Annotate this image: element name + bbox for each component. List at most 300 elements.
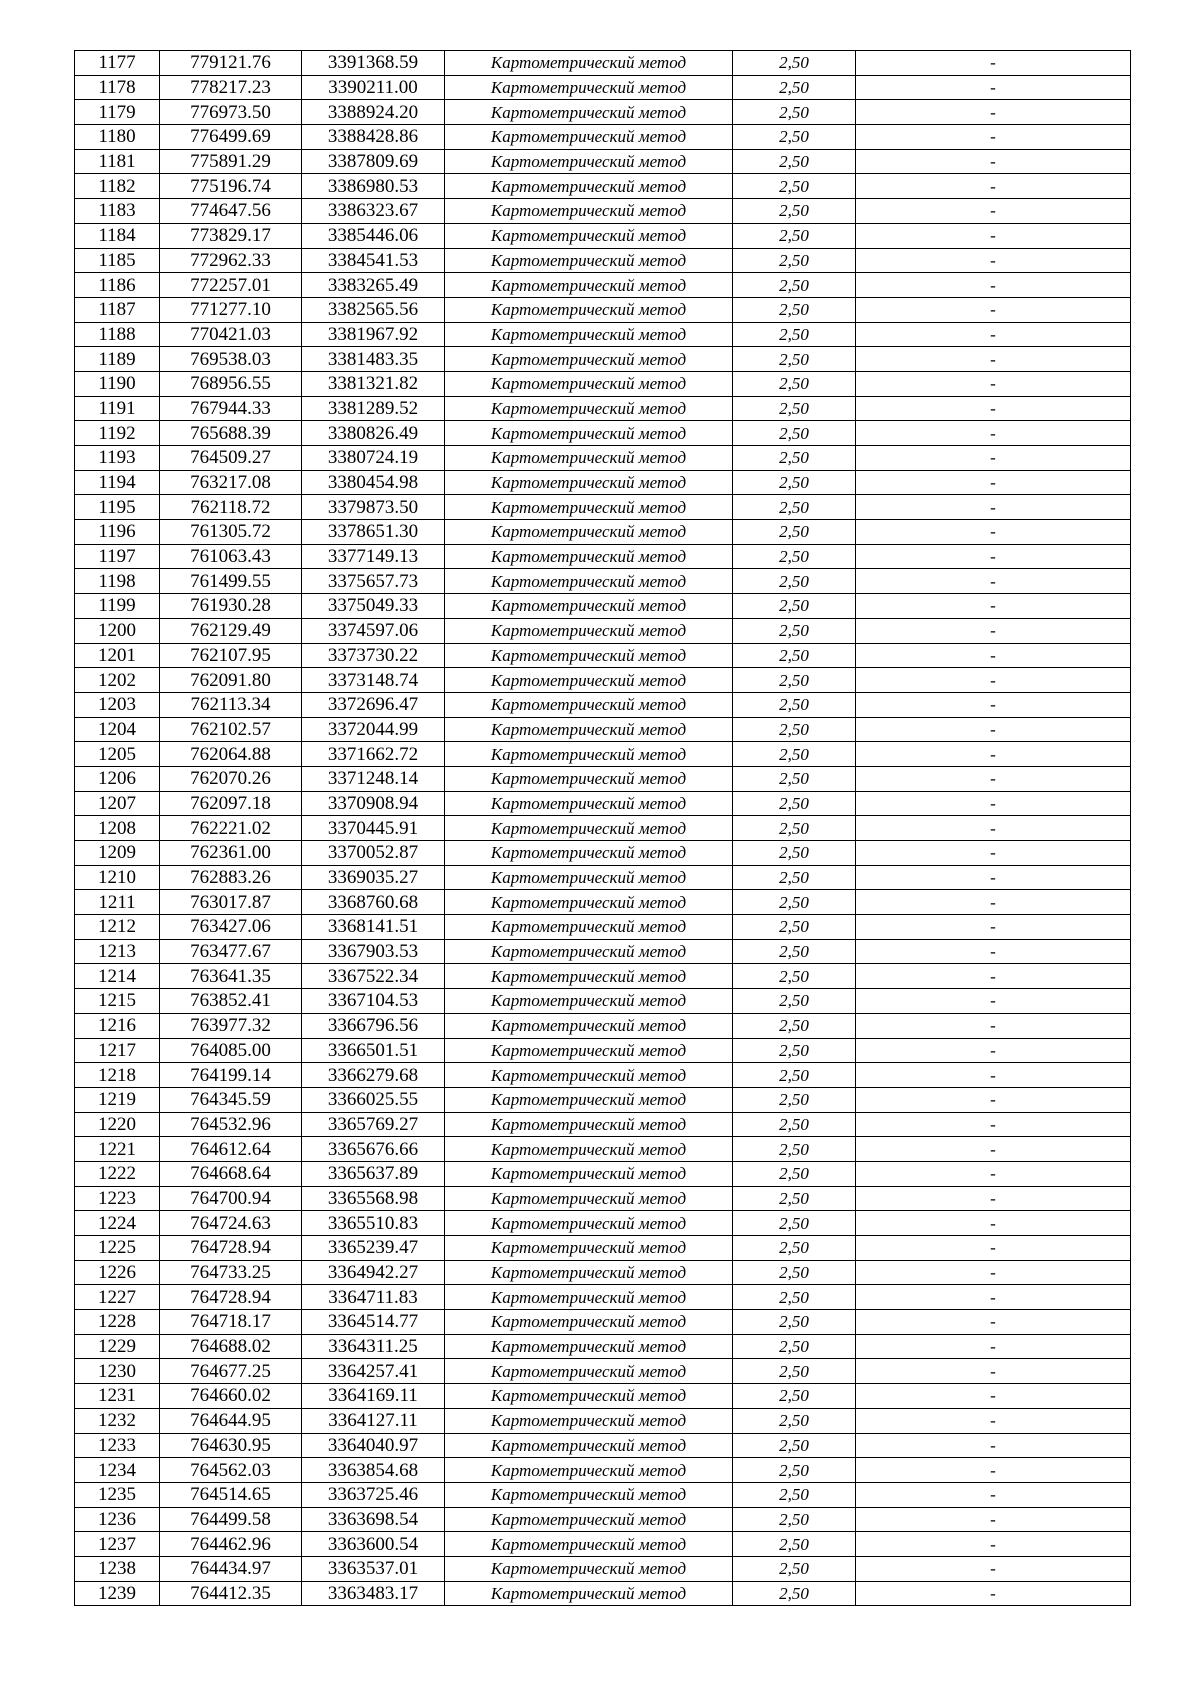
accuracy-cell: 2,50	[733, 347, 856, 372]
note-cell: -	[856, 421, 1131, 446]
point-number-cell: 1206	[75, 766, 160, 791]
accuracy-cell: 2,50	[733, 692, 856, 717]
y-coordinate-cell: 3388924.20	[302, 100, 445, 125]
table-row	[75, 594, 1131, 619]
x-coordinate-cell: 763017.87	[160, 890, 302, 915]
accuracy-cell: 2,50	[733, 766, 856, 791]
method-cell: Картометрический метод	[445, 989, 733, 1014]
table-body	[75, 51, 1131, 1606]
x-coordinate-cell: 776973.50	[160, 100, 302, 125]
point-number-cell: 1194	[75, 470, 160, 495]
point-number-cell: 1193	[75, 446, 160, 471]
point-number-cell: 1205	[75, 742, 160, 767]
method-cell: Картометрический метод	[445, 766, 733, 791]
method-cell: Картометрический метод	[445, 297, 733, 322]
point-number-cell: 1197	[75, 544, 160, 569]
point-number-cell: 1224	[75, 1211, 160, 1236]
note-cell: -	[856, 717, 1131, 742]
note-cell: -	[856, 1482, 1131, 1507]
y-coordinate-cell: 3370908.94	[302, 791, 445, 816]
point-number-cell: 1236	[75, 1507, 160, 1532]
x-coordinate-cell: 764562.03	[160, 1458, 302, 1483]
table-row	[75, 1236, 1131, 1261]
note-cell: -	[856, 1581, 1131, 1606]
x-coordinate-cell: 762102.57	[160, 717, 302, 742]
y-coordinate-cell: 3363600.54	[302, 1532, 445, 1557]
note-cell: -	[856, 692, 1131, 717]
x-coordinate-cell: 763977.32	[160, 1013, 302, 1038]
method-cell: Картометрический метод	[445, 51, 733, 76]
accuracy-cell: 2,50	[733, 396, 856, 421]
x-coordinate-cell: 764718.17	[160, 1310, 302, 1335]
x-coordinate-cell: 772257.01	[160, 273, 302, 298]
y-coordinate-cell: 3374597.06	[302, 618, 445, 643]
table-row	[75, 223, 1131, 248]
note-cell: -	[856, 273, 1131, 298]
y-coordinate-cell: 3373730.22	[302, 643, 445, 668]
y-coordinate-cell: 3363854.68	[302, 1458, 445, 1483]
note-cell: -	[856, 816, 1131, 841]
table-row	[75, 347, 1131, 372]
accuracy-cell: 2,50	[733, 520, 856, 545]
x-coordinate-cell: 768956.55	[160, 371, 302, 396]
point-number-cell: 1212	[75, 915, 160, 940]
point-number-cell: 1192	[75, 421, 160, 446]
x-coordinate-cell: 767944.33	[160, 396, 302, 421]
method-cell: Картометрический метод	[445, 1038, 733, 1063]
y-coordinate-cell: 3370052.87	[302, 841, 445, 866]
note-cell: -	[856, 297, 1131, 322]
y-coordinate-cell: 3379873.50	[302, 495, 445, 520]
table-row	[75, 742, 1131, 767]
x-coordinate-cell: 772962.33	[160, 248, 302, 273]
table-row	[75, 717, 1131, 742]
point-number-cell: 1190	[75, 371, 160, 396]
accuracy-cell: 2,50	[733, 125, 856, 150]
method-cell: Картометрический метод	[445, 1433, 733, 1458]
method-cell: Картометрический метод	[445, 223, 733, 248]
table-row	[75, 100, 1131, 125]
note-cell: -	[856, 1211, 1131, 1236]
x-coordinate-cell: 775196.74	[160, 174, 302, 199]
method-cell: Картометрический метод	[445, 1507, 733, 1532]
point-number-cell: 1199	[75, 594, 160, 619]
y-coordinate-cell: 3367104.53	[302, 989, 445, 1014]
point-number-cell: 1223	[75, 1186, 160, 1211]
y-coordinate-cell: 3372044.99	[302, 717, 445, 742]
y-coordinate-cell: 3371662.72	[302, 742, 445, 767]
y-coordinate-cell: 3364127.11	[302, 1408, 445, 1433]
note-cell: -	[856, 915, 1131, 940]
accuracy-cell: 2,50	[733, 1334, 856, 1359]
note-cell: -	[856, 865, 1131, 890]
accuracy-cell: 2,50	[733, 273, 856, 298]
method-cell: Картометрический метод	[445, 248, 733, 273]
y-coordinate-cell: 3378651.30	[302, 520, 445, 545]
x-coordinate-cell: 762129.49	[160, 618, 302, 643]
note-cell: -	[856, 791, 1131, 816]
note-cell: -	[856, 1532, 1131, 1557]
point-number-cell: 1183	[75, 199, 160, 224]
method-cell: Картометрический метод	[445, 890, 733, 915]
point-number-cell: 1231	[75, 1384, 160, 1409]
x-coordinate-cell: 764514.65	[160, 1482, 302, 1507]
y-coordinate-cell: 3365239.47	[302, 1236, 445, 1261]
accuracy-cell: 2,50	[733, 915, 856, 940]
y-coordinate-cell: 3371248.14	[302, 766, 445, 791]
accuracy-cell: 2,50	[733, 1211, 856, 1236]
note-cell: -	[856, 396, 1131, 421]
table-row	[75, 569, 1131, 594]
method-cell: Картометрический метод	[445, 544, 733, 569]
y-coordinate-cell: 3386980.53	[302, 174, 445, 199]
method-cell: Картометрический метод	[445, 964, 733, 989]
point-number-cell: 1235	[75, 1482, 160, 1507]
accuracy-cell: 2,50	[733, 618, 856, 643]
table-row	[75, 618, 1131, 643]
note-cell: -	[856, 1260, 1131, 1285]
accuracy-cell: 2,50	[733, 791, 856, 816]
x-coordinate-cell: 764688.02	[160, 1334, 302, 1359]
method-cell: Картометрический метод	[445, 594, 733, 619]
y-coordinate-cell: 3367522.34	[302, 964, 445, 989]
note-cell: -	[856, 446, 1131, 471]
x-coordinate-cell: 762091.80	[160, 668, 302, 693]
method-cell: Картометрический метод	[445, 199, 733, 224]
table-row	[75, 692, 1131, 717]
table-row	[75, 1359, 1131, 1384]
note-cell: -	[856, 1458, 1131, 1483]
note-cell: -	[856, 964, 1131, 989]
y-coordinate-cell: 3373148.74	[302, 668, 445, 693]
y-coordinate-cell: 3380454.98	[302, 470, 445, 495]
point-number-cell: 1238	[75, 1556, 160, 1581]
point-number-cell: 1201	[75, 643, 160, 668]
accuracy-cell: 2,50	[733, 816, 856, 841]
note-cell: -	[856, 618, 1131, 643]
y-coordinate-cell: 3366025.55	[302, 1087, 445, 1112]
note-cell: -	[856, 1013, 1131, 1038]
table-row	[75, 371, 1131, 396]
method-cell: Картометрический метод	[445, 939, 733, 964]
note-cell: -	[856, 643, 1131, 668]
accuracy-cell: 2,50	[733, 1087, 856, 1112]
table-row	[75, 668, 1131, 693]
note-cell: -	[856, 742, 1131, 767]
table-row	[75, 766, 1131, 791]
method-cell: Картометрический метод	[445, 520, 733, 545]
x-coordinate-cell: 762107.95	[160, 643, 302, 668]
table-row	[75, 248, 1131, 273]
accuracy-cell: 2,50	[733, 174, 856, 199]
coordinates-table	[74, 50, 1131, 1606]
method-cell: Картометрический метод	[445, 125, 733, 150]
method-cell: Картометрический метод	[445, 791, 733, 816]
table-row	[75, 322, 1131, 347]
method-cell: Картометрический метод	[445, 1408, 733, 1433]
x-coordinate-cell: 763641.35	[160, 964, 302, 989]
table-row	[75, 643, 1131, 668]
y-coordinate-cell: 3386323.67	[302, 199, 445, 224]
table-row	[75, 421, 1131, 446]
point-number-cell: 1198	[75, 569, 160, 594]
accuracy-cell: 2,50	[733, 446, 856, 471]
table-row	[75, 1408, 1131, 1433]
table-row	[75, 964, 1131, 989]
table-row	[75, 1112, 1131, 1137]
method-cell: Картометрический метод	[445, 1087, 733, 1112]
accuracy-cell: 2,50	[733, 890, 856, 915]
y-coordinate-cell: 3363725.46	[302, 1482, 445, 1507]
point-number-cell: 1225	[75, 1236, 160, 1261]
y-coordinate-cell: 3391368.59	[302, 51, 445, 76]
y-coordinate-cell: 3380826.49	[302, 421, 445, 446]
method-cell: Картометрический метод	[445, 1581, 733, 1606]
point-number-cell: 1184	[75, 223, 160, 248]
x-coordinate-cell: 764677.25	[160, 1359, 302, 1384]
method-cell: Картометрический метод	[445, 1186, 733, 1211]
point-number-cell: 1211	[75, 890, 160, 915]
point-number-cell: 1195	[75, 495, 160, 520]
point-number-cell: 1230	[75, 1359, 160, 1384]
accuracy-cell: 2,50	[733, 1063, 856, 1088]
method-cell: Картометрический метод	[445, 816, 733, 841]
method-cell: Картометрический метод	[445, 1482, 733, 1507]
accuracy-cell: 2,50	[733, 594, 856, 619]
point-number-cell: 1182	[75, 174, 160, 199]
accuracy-cell: 2,50	[733, 1384, 856, 1409]
point-number-cell: 1180	[75, 125, 160, 150]
method-cell: Картометрический метод	[445, 1137, 733, 1162]
table-row	[75, 1087, 1131, 1112]
accuracy-cell: 2,50	[733, 248, 856, 273]
point-number-cell: 1237	[75, 1532, 160, 1557]
y-coordinate-cell: 3364711.83	[302, 1285, 445, 1310]
method-cell: Картометрический метод	[445, 668, 733, 693]
point-number-cell: 1179	[75, 100, 160, 125]
table-row	[75, 1482, 1131, 1507]
table-row	[75, 199, 1131, 224]
note-cell: -	[856, 51, 1131, 76]
y-coordinate-cell: 3367903.53	[302, 939, 445, 964]
note-cell: -	[856, 1161, 1131, 1186]
accuracy-cell: 2,50	[733, 223, 856, 248]
x-coordinate-cell: 775891.29	[160, 149, 302, 174]
y-coordinate-cell: 3365637.89	[302, 1161, 445, 1186]
method-cell: Картометрический метод	[445, 569, 733, 594]
table-row	[75, 915, 1131, 940]
x-coordinate-cell: 764412.35	[160, 1581, 302, 1606]
accuracy-cell: 2,50	[733, 1038, 856, 1063]
point-number-cell: 1229	[75, 1334, 160, 1359]
point-number-cell: 1216	[75, 1013, 160, 1038]
point-number-cell: 1217	[75, 1038, 160, 1063]
point-number-cell: 1202	[75, 668, 160, 693]
method-cell: Картометрический метод	[445, 1161, 733, 1186]
table-row	[75, 149, 1131, 174]
y-coordinate-cell: 3377149.13	[302, 544, 445, 569]
method-cell: Картометрический метод	[445, 1458, 733, 1483]
note-cell: -	[856, 125, 1131, 150]
point-number-cell: 1213	[75, 939, 160, 964]
y-coordinate-cell: 3383265.49	[302, 273, 445, 298]
accuracy-cell: 2,50	[733, 742, 856, 767]
y-coordinate-cell: 3372696.47	[302, 692, 445, 717]
table-row	[75, 125, 1131, 150]
note-cell: -	[856, 989, 1131, 1014]
note-cell: -	[856, 1137, 1131, 1162]
point-number-cell: 1218	[75, 1063, 160, 1088]
y-coordinate-cell: 3380724.19	[302, 446, 445, 471]
x-coordinate-cell: 764728.94	[160, 1236, 302, 1261]
method-cell: Картометрический метод	[445, 1063, 733, 1088]
accuracy-cell: 2,50	[733, 371, 856, 396]
x-coordinate-cell: 763217.08	[160, 470, 302, 495]
table-row	[75, 1285, 1131, 1310]
accuracy-cell: 2,50	[733, 1433, 856, 1458]
table-row	[75, 446, 1131, 471]
table-row	[75, 890, 1131, 915]
method-cell: Картометрический метод	[445, 692, 733, 717]
note-cell: -	[856, 174, 1131, 199]
accuracy-cell: 2,50	[733, 1285, 856, 1310]
y-coordinate-cell: 3381321.82	[302, 371, 445, 396]
point-number-cell: 1191	[75, 396, 160, 421]
note-cell: -	[856, 223, 1131, 248]
method-cell: Картометрический метод	[445, 1285, 733, 1310]
note-cell: -	[856, 841, 1131, 866]
x-coordinate-cell: 764345.59	[160, 1087, 302, 1112]
x-coordinate-cell: 762361.00	[160, 841, 302, 866]
method-cell: Картометрический метод	[445, 174, 733, 199]
x-coordinate-cell: 764199.14	[160, 1063, 302, 1088]
x-coordinate-cell: 764509.27	[160, 446, 302, 471]
y-coordinate-cell: 3387809.69	[302, 149, 445, 174]
accuracy-cell: 2,50	[733, 1458, 856, 1483]
method-cell: Картометрический метод	[445, 322, 733, 347]
method-cell: Картометрический метод	[445, 643, 733, 668]
x-coordinate-cell: 761305.72	[160, 520, 302, 545]
table-row	[75, 273, 1131, 298]
accuracy-cell: 2,50	[733, 1137, 856, 1162]
x-coordinate-cell: 763852.41	[160, 989, 302, 1014]
note-cell: -	[856, 1087, 1131, 1112]
table-row	[75, 174, 1131, 199]
method-cell: Картометрический метод	[445, 149, 733, 174]
y-coordinate-cell: 3388428.86	[302, 125, 445, 150]
point-number-cell: 1234	[75, 1458, 160, 1483]
table-row	[75, 1433, 1131, 1458]
x-coordinate-cell: 764700.94	[160, 1186, 302, 1211]
method-cell: Картометрический метод	[445, 1260, 733, 1285]
point-number-cell: 1221	[75, 1137, 160, 1162]
x-coordinate-cell: 763477.67	[160, 939, 302, 964]
method-cell: Картометрический метод	[445, 1013, 733, 1038]
method-cell: Картометрический метод	[445, 865, 733, 890]
method-cell: Картометрический метод	[445, 1112, 733, 1137]
method-cell: Картометрический метод	[445, 1334, 733, 1359]
note-cell: -	[856, 1384, 1131, 1409]
accuracy-cell: 2,50	[733, 1532, 856, 1557]
y-coordinate-cell: 3365568.98	[302, 1186, 445, 1211]
y-coordinate-cell: 3370445.91	[302, 816, 445, 841]
table-row	[75, 1063, 1131, 1088]
note-cell: -	[856, 371, 1131, 396]
table-row	[75, 1310, 1131, 1335]
method-cell: Картометрический метод	[445, 1556, 733, 1581]
y-coordinate-cell: 3363698.54	[302, 1507, 445, 1532]
point-number-cell: 1207	[75, 791, 160, 816]
point-number-cell: 1210	[75, 865, 160, 890]
note-cell: -	[856, 1556, 1131, 1581]
table-row	[75, 865, 1131, 890]
note-cell: -	[856, 75, 1131, 100]
y-coordinate-cell: 3363483.17	[302, 1581, 445, 1606]
accuracy-cell: 2,50	[733, 297, 856, 322]
point-number-cell: 1232	[75, 1408, 160, 1433]
accuracy-cell: 2,50	[733, 1556, 856, 1581]
y-coordinate-cell: 3363537.01	[302, 1556, 445, 1581]
table-row	[75, 1161, 1131, 1186]
note-cell: -	[856, 1285, 1131, 1310]
note-cell: -	[856, 1507, 1131, 1532]
y-coordinate-cell: 3366279.68	[302, 1063, 445, 1088]
table-row	[75, 544, 1131, 569]
method-cell: Картометрический метод	[445, 273, 733, 298]
accuracy-cell: 2,50	[733, 1507, 856, 1532]
x-coordinate-cell: 764630.95	[160, 1433, 302, 1458]
table-row	[75, 1013, 1131, 1038]
y-coordinate-cell: 3364040.97	[302, 1433, 445, 1458]
accuracy-cell: 2,50	[733, 199, 856, 224]
accuracy-cell: 2,50	[733, 964, 856, 989]
method-cell: Картометрический метод	[445, 1384, 733, 1409]
accuracy-cell: 2,50	[733, 841, 856, 866]
accuracy-cell: 2,50	[733, 717, 856, 742]
accuracy-cell: 2,50	[733, 421, 856, 446]
note-cell: -	[856, 668, 1131, 693]
table-row	[75, 495, 1131, 520]
table-row	[75, 816, 1131, 841]
note-cell: -	[856, 149, 1131, 174]
table-row	[75, 1384, 1131, 1409]
method-cell: Картометрический метод	[445, 371, 733, 396]
point-number-cell: 1186	[75, 273, 160, 298]
x-coordinate-cell: 764644.95	[160, 1408, 302, 1433]
point-number-cell: 1226	[75, 1260, 160, 1285]
x-coordinate-cell: 774647.56	[160, 199, 302, 224]
accuracy-cell: 2,50	[733, 1236, 856, 1261]
table-row	[75, 1581, 1131, 1606]
table-row	[75, 1137, 1131, 1162]
note-cell: -	[856, 1063, 1131, 1088]
accuracy-cell: 2,50	[733, 865, 856, 890]
table-row	[75, 939, 1131, 964]
y-coordinate-cell: 3368141.51	[302, 915, 445, 940]
point-number-cell: 1189	[75, 347, 160, 372]
method-cell: Картометрический метод	[445, 75, 733, 100]
method-cell: Картометрический метод	[445, 495, 733, 520]
table-row	[75, 791, 1131, 816]
x-coordinate-cell: 778217.23	[160, 75, 302, 100]
x-coordinate-cell: 764668.64	[160, 1161, 302, 1186]
accuracy-cell: 2,50	[733, 51, 856, 76]
note-cell: -	[856, 544, 1131, 569]
point-number-cell: 1208	[75, 816, 160, 841]
x-coordinate-cell: 762113.34	[160, 692, 302, 717]
method-cell: Картометрический метод	[445, 100, 733, 125]
method-cell: Картометрический метод	[445, 717, 733, 742]
